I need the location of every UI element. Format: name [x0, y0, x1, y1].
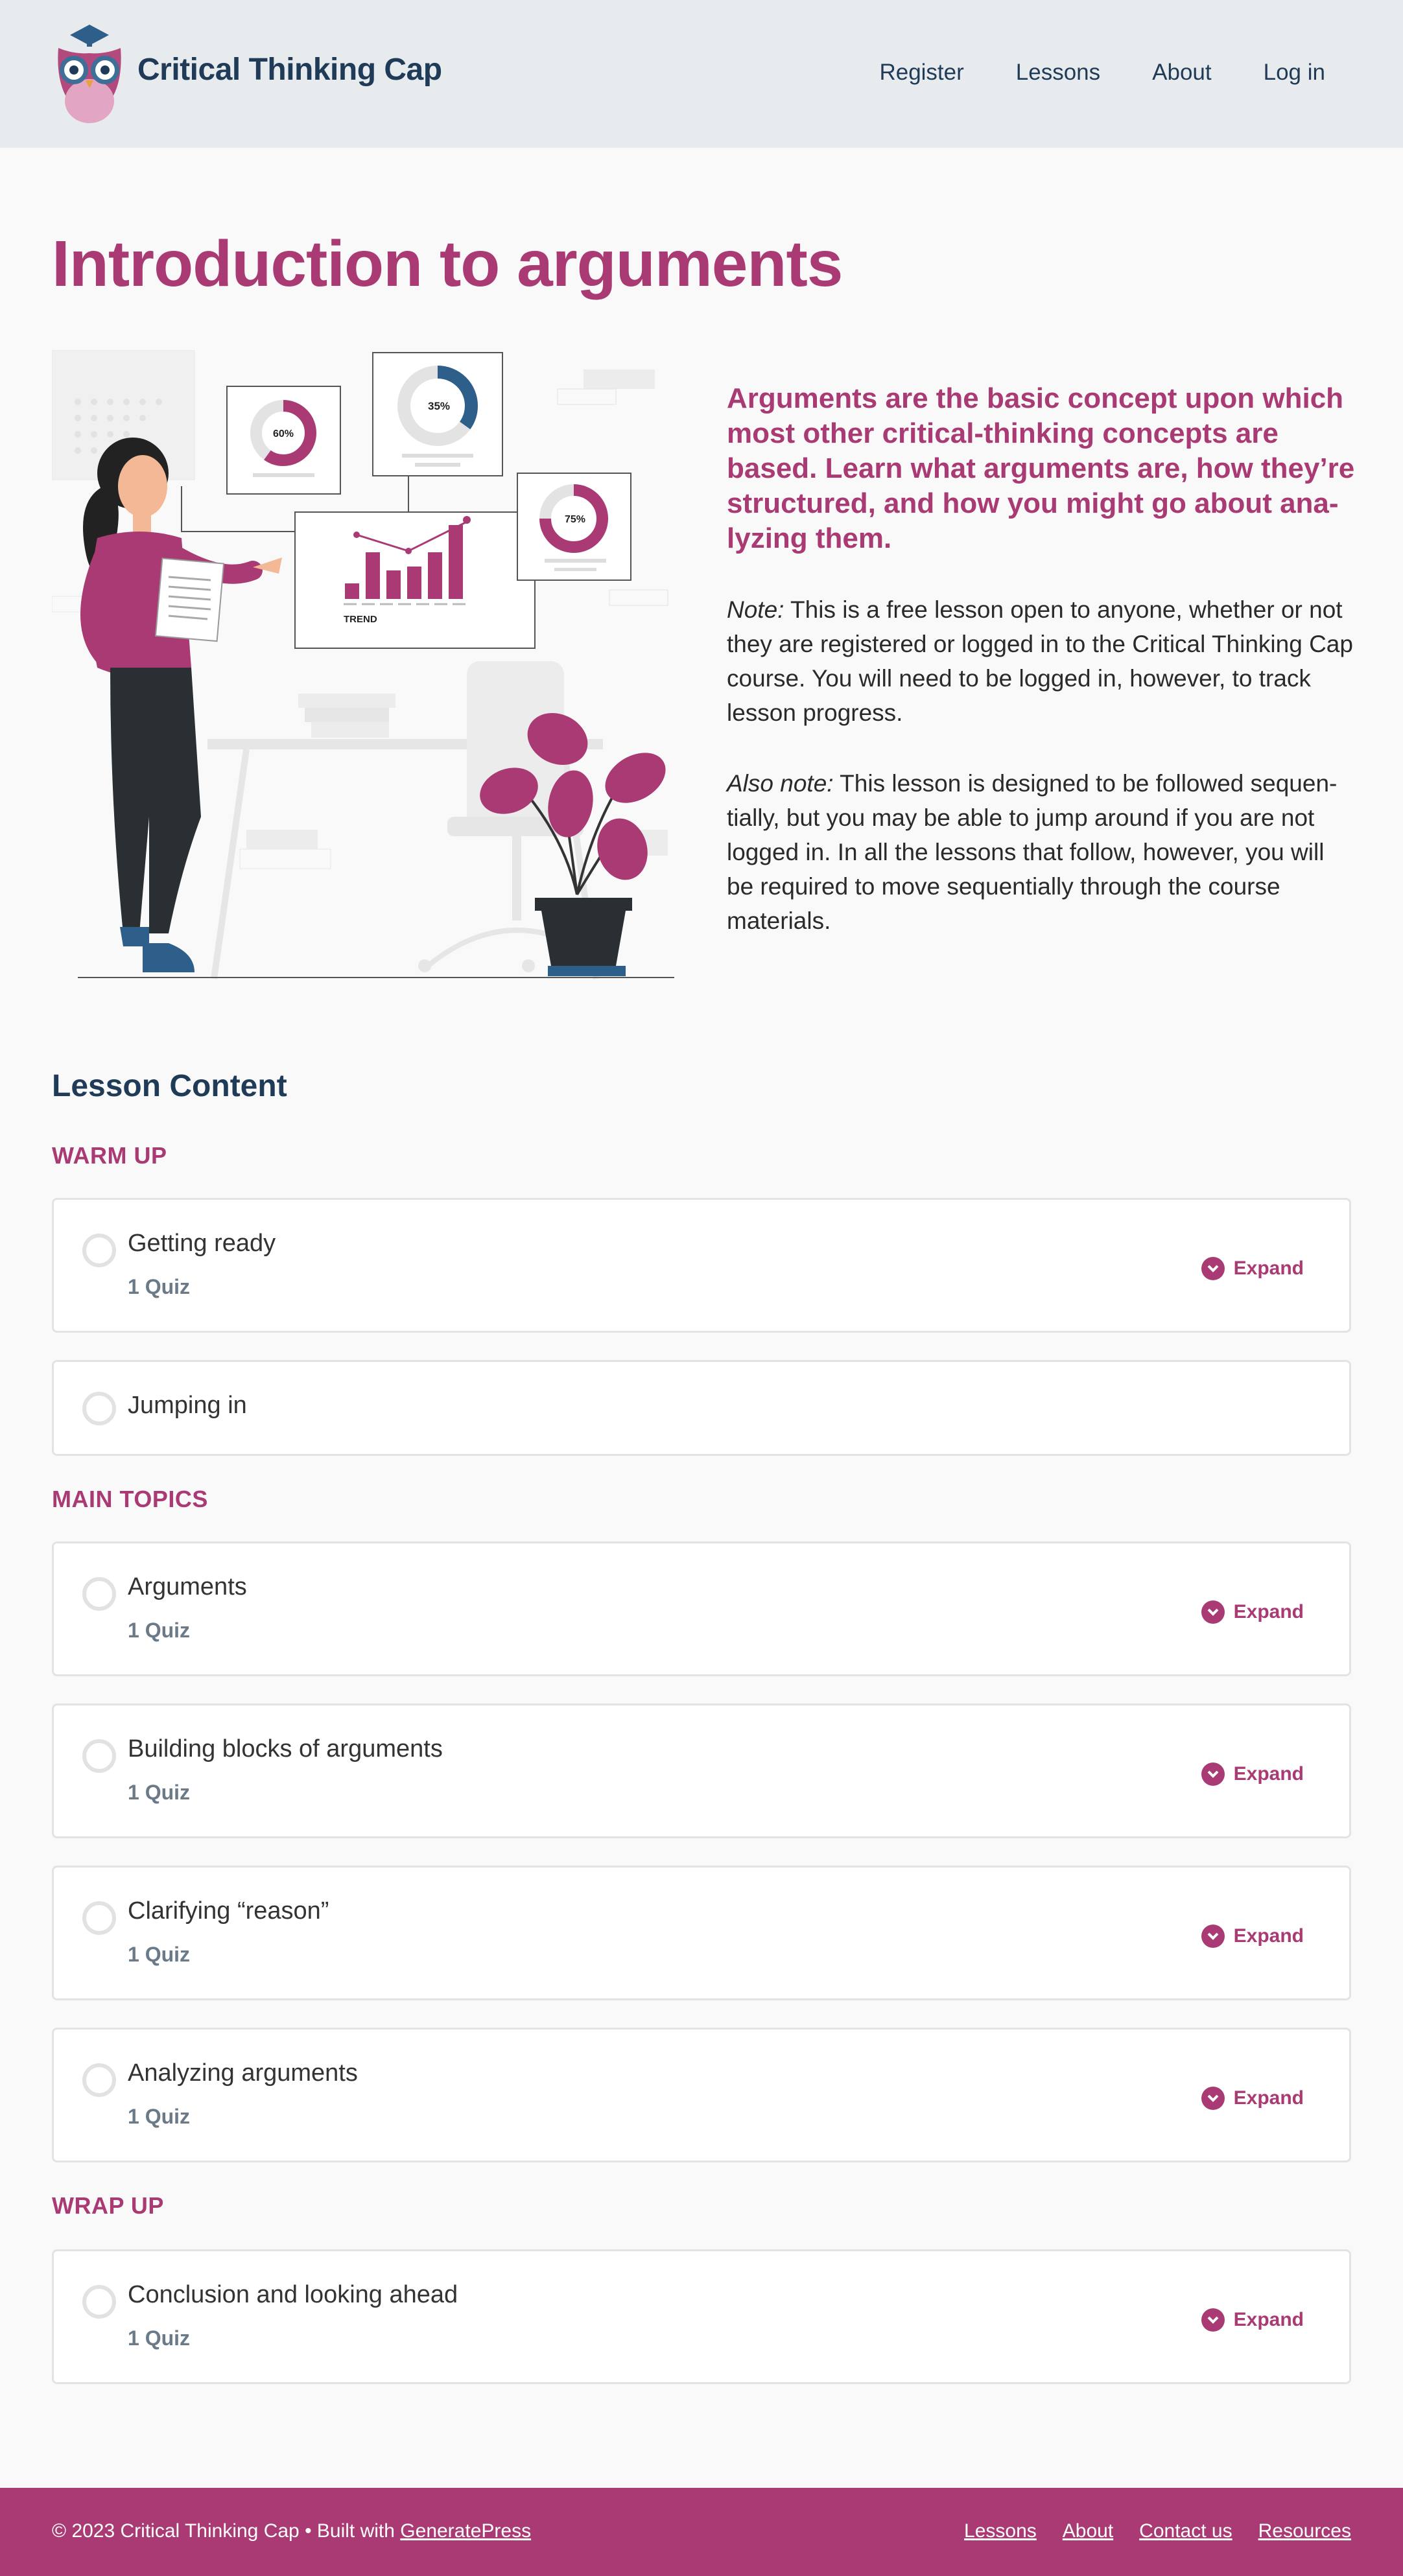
expand-button[interactable] — [1201, 2087, 1304, 2110]
progress-circle-icon — [82, 1739, 116, 1773]
expand-button[interactable] — [1201, 1257, 1304, 1280]
chevron-down-icon — [1201, 1762, 1225, 1786]
progress-circle-icon — [82, 2285, 116, 2319]
site-header — [0, 0, 1403, 148]
lesson-item-quiz-count: 1 Quiz — [128, 1275, 191, 1298]
lesson-item-building-blocks[interactable] — [52, 1704, 1351, 1838]
owl-logo-icon[interactable] — [49, 23, 130, 124]
lesson-item-arguments[interactable] — [52, 1541, 1351, 1676]
footer-link-resources[interactable]: Resources — [1258, 2520, 1351, 2542]
expand-button[interactable] — [1201, 1762, 1304, 1786]
lesson-item-title[interactable]: Analyzing arguments — [128, 2059, 358, 2087]
footer-link-lessons[interactable]: Lessons — [964, 2520, 1037, 2542]
note-text: This is a free lesson open to anyone, whether or not they are registered or logged in to the Critical Thinking Cap course. You will need to be logged in, however, to track lesson progress. — [727, 596, 1353, 726]
nav-about[interactable]: About — [1152, 60, 1212, 85]
also-note-label: Also note: — [727, 770, 834, 797]
progress-circle-icon — [82, 1901, 116, 1935]
trend-chart-label: TREND — [344, 614, 377, 625]
chevron-down-icon — [1201, 1600, 1225, 1624]
section-label-warm-up: WARM UP — [52, 1142, 167, 1169]
lesson-item-quiz-count: 1 Quiz — [128, 2326, 191, 2350]
expand-button[interactable] — [1201, 2308, 1304, 2332]
hero-lead: Arguments are the basic concept upon which most other critical-thinking concepts are based. Learn what arguments are, how they’re structured, and how you might go about analyzing them. — [727, 382, 1355, 554]
donut-label-75: 75% — [564, 514, 586, 525]
chevron-down-icon — [1201, 1257, 1225, 1280]
progress-circle-icon — [82, 1234, 116, 1267]
section-label-main-topics: MAIN TOPICS — [52, 1486, 208, 1512]
presentation-illustration — [52, 350, 674, 985]
lesson-item-title[interactable]: Building blocks of arguments — [128, 1735, 443, 1762]
donut-label-35: 35% — [427, 400, 451, 412]
main-nav — [879, 60, 1325, 86]
site-title[interactable]: Critical Thinking Cap — [137, 53, 442, 87]
lesson-item-title[interactable]: Arguments — [128, 1573, 247, 1600]
generatepress-link[interactable]: GeneratePress — [400, 2520, 532, 2542]
page-title: Introduction to arguments — [52, 228, 843, 300]
nav-lessons[interactable]: Lessons — [1015, 60, 1101, 85]
footer-link-about[interactable]: About — [1062, 2520, 1114, 2542]
nav-register[interactable]: Register — [879, 60, 964, 85]
also-note-text: This lesson is designed to be followed sequentially, but you may be able to jump around if you are not logged in. In all the lessons that follow, however, you will be required to move sequentially through the course materials. — [727, 770, 1338, 934]
nav-login[interactable]: Log in — [1263, 60, 1325, 85]
chevron-down-icon — [1201, 2308, 1225, 2332]
chevron-down-icon — [1201, 2087, 1225, 2110]
lesson-item-jumping-in[interactable] — [52, 1360, 1351, 1456]
expand-label: Expand — [1233, 1258, 1304, 1279]
progress-circle-icon — [82, 2063, 116, 2097]
section-label-wrap-up: WRAP UP — [52, 2192, 164, 2219]
copyright-text: © 2023 Critical Thinking Cap • Built with — [52, 2520, 401, 2542]
free-lesson-note — [727, 592, 1356, 730]
lesson-item-analyzing-arguments[interactable] — [52, 2028, 1351, 2162]
hero-description — [727, 381, 1356, 938]
expand-label: Expand — [1233, 2087, 1304, 2109]
lesson-item-quiz-count: 1 Quiz — [128, 1943, 191, 1966]
progress-circle-icon — [82, 1577, 116, 1611]
lesson-item-title[interactable]: Getting ready — [128, 1230, 276, 1257]
lesson-item-quiz-count: 1 Quiz — [128, 1619, 191, 1642]
expand-label: Expand — [1233, 1601, 1304, 1622]
progress-circle-icon — [82, 1392, 116, 1425]
lesson-item-title[interactable]: Conclusion and looking ahead — [128, 2281, 458, 2308]
chevron-down-icon — [1201, 1925, 1225, 1948]
lesson-item-quiz-count: 1 Quiz — [128, 1781, 191, 1804]
expand-button[interactable] — [1201, 1600, 1304, 1624]
lesson-content-heading: Lesson Content — [52, 1069, 287, 1103]
donut-label-60: 60% — [272, 428, 294, 439]
lesson-item-conclusion[interactable] — [52, 2249, 1351, 2384]
expand-label: Expand — [1233, 2309, 1304, 2330]
lesson-item-title[interactable]: Jumping in — [128, 1392, 247, 1419]
footer-nav — [964, 2520, 1351, 2542]
lesson-item-quiz-count: 1 Quiz — [128, 2105, 191, 2128]
site-footer — [0, 2488, 1403, 2576]
expand-label: Expand — [1233, 1925, 1304, 1947]
expand-button[interactable] — [1201, 1925, 1304, 1948]
sequential-note — [727, 766, 1356, 938]
lesson-item-title[interactable]: Clarifying “reason” — [128, 1897, 329, 1925]
footer-link-contact[interactable]: Contact us — [1139, 2520, 1232, 2542]
expand-label: Expand — [1233, 1763, 1304, 1785]
lesson-item-clarifying-reason[interactable] — [52, 1866, 1351, 2000]
lesson-item-getting-ready[interactable] — [52, 1198, 1351, 1333]
note-label: Note: — [727, 596, 784, 623]
copyright — [52, 2520, 531, 2542]
